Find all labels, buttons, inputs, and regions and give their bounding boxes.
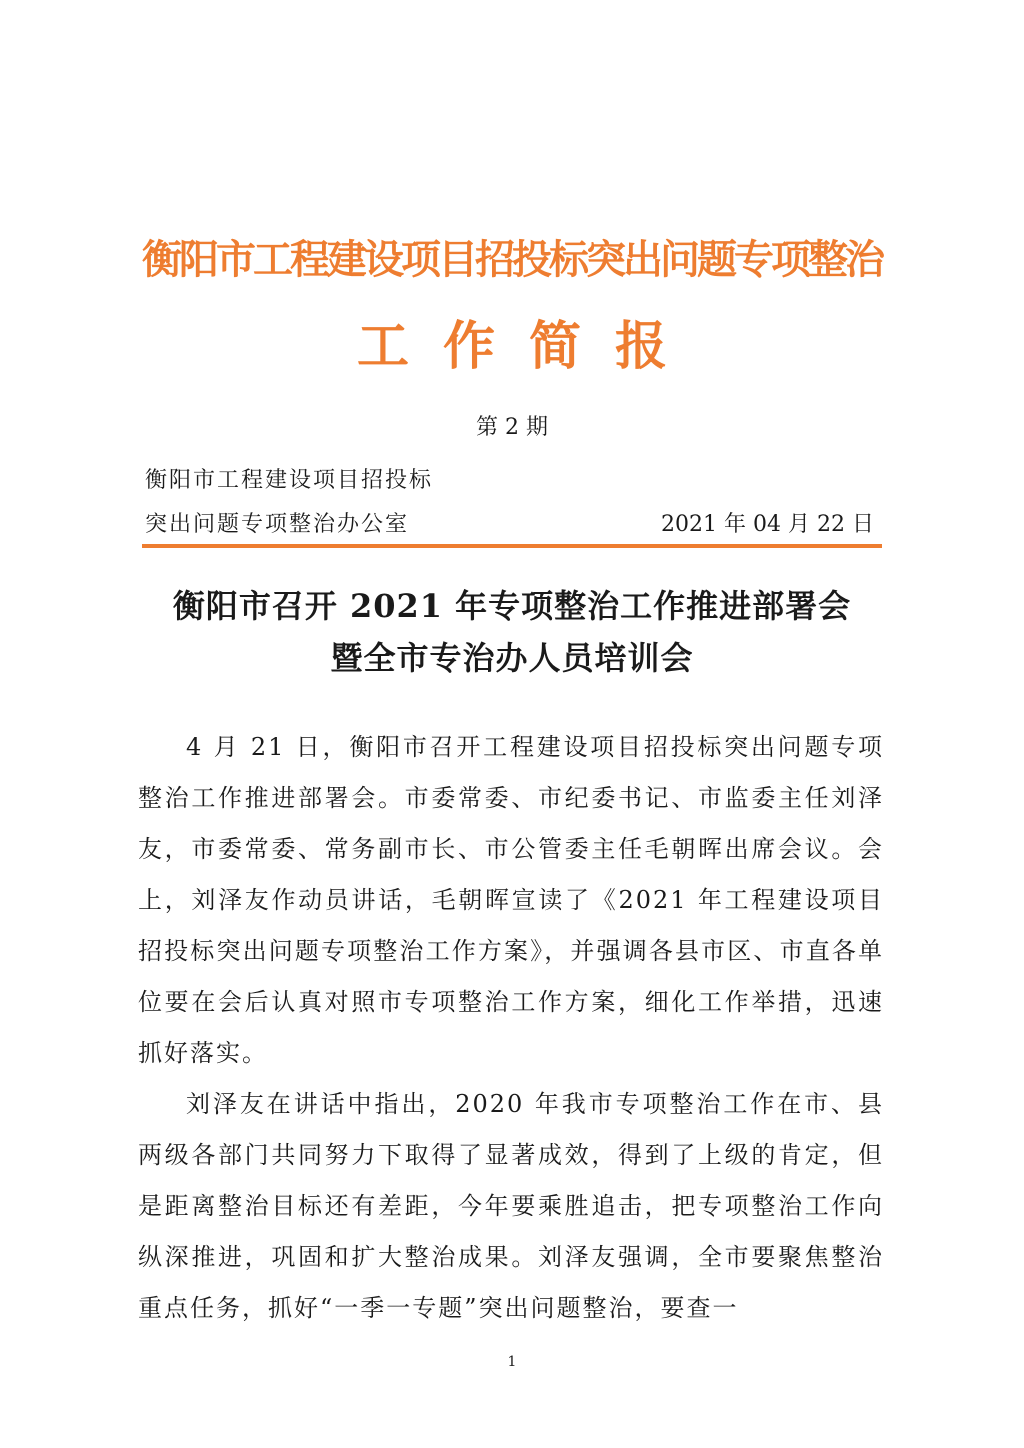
paragraph-2: 刘泽友在讲话中指出，2020 年我市专项整治工作在市、县两级各部门共同努力下取得了显著成效，得到了上级的肯定，但是距离整治目标还有差距，今年要乘胜追击，把专项整治工作向纵深推进，巩固和扩大整治成果。刘泽友强调，全市要聚焦整治重点任务，抓好“一季一专题”突出问题整治，要查一	[138, 1090, 884, 1322]
issue-date: 2021 年 04 月 22 日	[661, 512, 874, 537]
issue-number: 第 2 期	[476, 415, 548, 440]
masthead-title: 衡阳市工程建设项目招投标突出问题专项整治	[142, 236, 882, 283]
article-title-line1: 衡阳市召开 2021 年专项整治工作推进部署会	[172, 587, 852, 625]
issuer-name-line1: 衡阳市工程建设项目招投标	[145, 468, 434, 493]
article-title	[120, 580, 904, 684]
issuer-name-line2: 突出问题专项整治办公室	[145, 512, 410, 537]
paragraph-1: 4 月 21 日，衡阳市召开工程建设项目招投标突出问题专项整治工作推进部署会。市委常委、市纪委书记、市监委主任刘泽友，市委常委、常务副市长、市公管委主任毛朝晖出席会议。会上，刘泽友作动员讲话，毛朝晖宣读了《2021 年工程建设项目招投标突出问题专项整治工作方案》，并强调各县市区、市直各单位要在会后认真对照市专项整治工作方案，细化工作举措，迅速抓好落实。	[138, 733, 884, 1067]
masthead-subtitle: 工作简报	[356, 316, 701, 377]
header-divider	[142, 544, 882, 548]
article-body	[138, 722, 884, 1334]
article-title-line2: 暨全市专治办人员培训会	[330, 639, 694, 677]
page-number: 1	[507, 1354, 517, 1370]
